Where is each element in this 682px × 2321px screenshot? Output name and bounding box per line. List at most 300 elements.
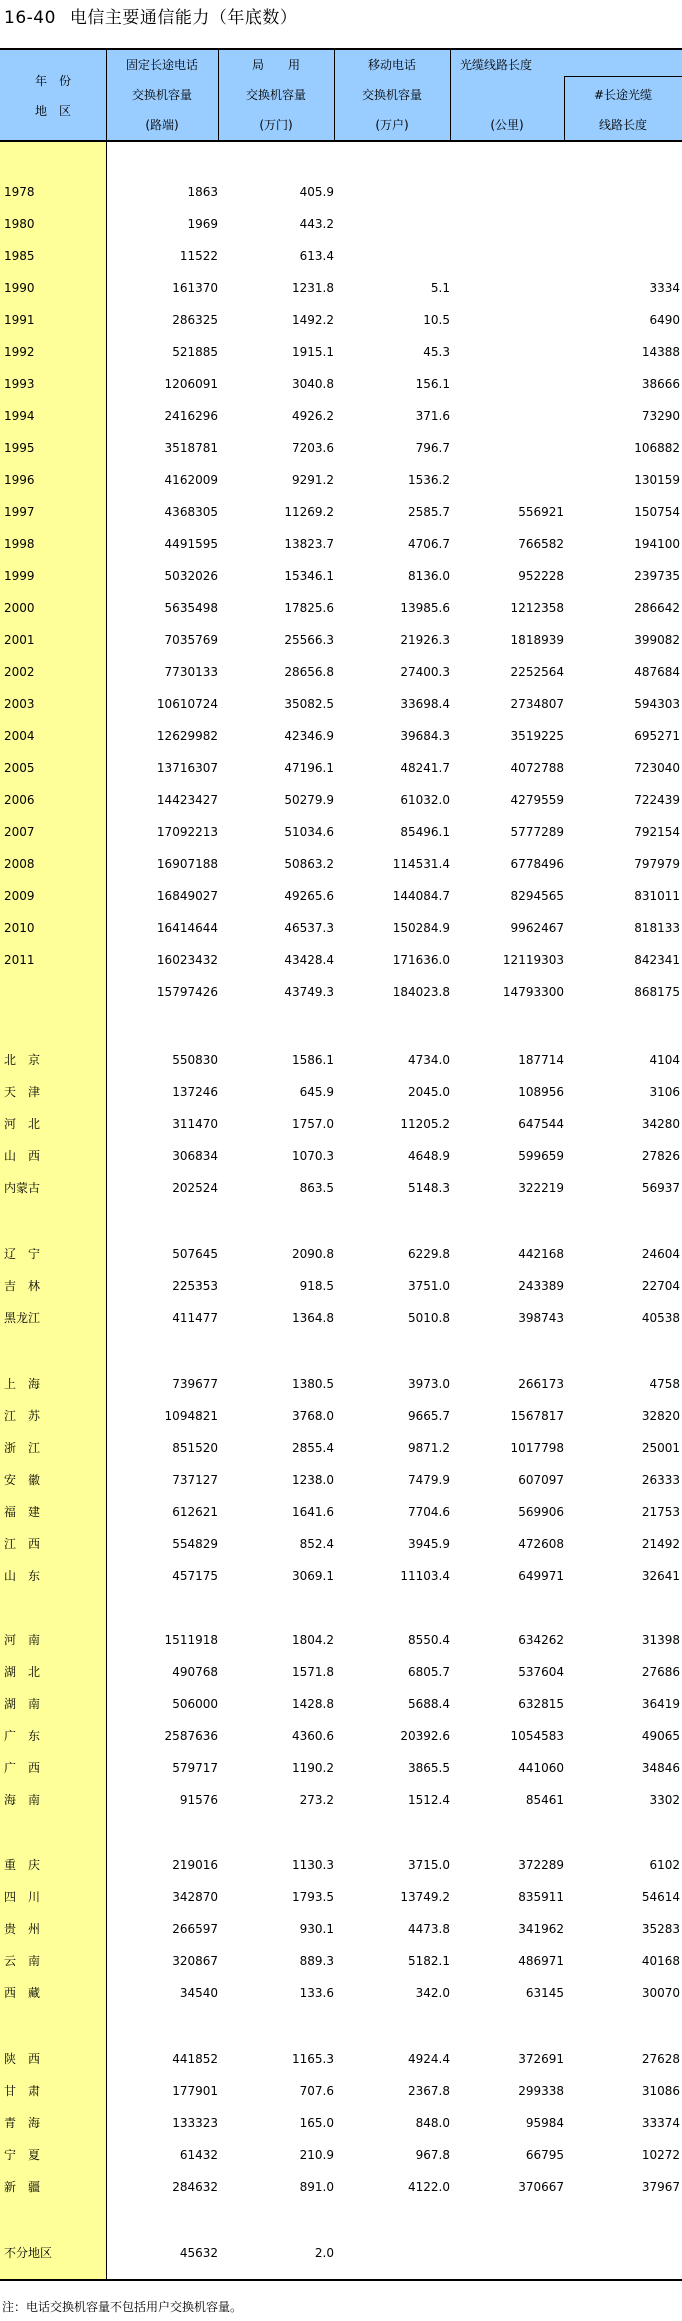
cell-fiber-length: 398743 <box>518 1311 564 1325</box>
table-row <box>0 1082 682 1102</box>
cell-mobile-capacity: 1512.4 <box>408 1793 450 1807</box>
cell-long-fiber-length: 21492 <box>641 1537 680 1551</box>
cell-long-distance-capacity: 61432 <box>179 2148 218 2162</box>
cell-mobile-capacity: 8550.4 <box>408 1633 450 1647</box>
cell-local-capacity: 1428.8 <box>292 1697 334 1711</box>
cell-local-capacity: 707.6 <box>299 2084 334 2098</box>
table-row <box>0 246 682 266</box>
row-label: 上 海 <box>4 1377 41 1391</box>
cell-long-fiber-length: 40538 <box>641 1311 680 1325</box>
cell-long-fiber-length: 868175 <box>634 985 680 999</box>
cell-long-distance-capacity: 4162009 <box>164 473 218 487</box>
cell-local-capacity: 613.4 <box>299 249 334 263</box>
table-row <box>0 502 682 522</box>
row-label: 2005 <box>4 761 35 775</box>
cell-long-distance-capacity: 1969 <box>187 217 218 231</box>
cell-local-capacity: 17825.6 <box>284 601 334 615</box>
table-row <box>0 1470 682 1490</box>
cell-local-capacity: 133.6 <box>299 1986 334 2000</box>
table-row <box>0 2177 682 2197</box>
cell-mobile-capacity: 33698.4 <box>400 697 450 711</box>
cell-mobile-capacity: 5148.3 <box>408 1181 450 1195</box>
cell-long-fiber-length: 4104 <box>649 1053 680 1067</box>
cell-fiber-length: 299338 <box>518 2084 564 2098</box>
cell-long-distance-capacity: 1511918 <box>164 1633 218 1647</box>
table-header <box>0 48 682 142</box>
row-label: 1998 <box>4 537 35 551</box>
cell-fiber-length: 1054583 <box>510 1729 564 1743</box>
table-row <box>0 438 682 458</box>
table-row <box>0 1438 682 1458</box>
cell-mobile-capacity: 5.1 <box>430 281 450 295</box>
cell-local-capacity: 2855.4 <box>292 1441 334 1455</box>
row-label: 新 疆 <box>4 2180 41 2194</box>
cell-mobile-capacity: 3865.5 <box>408 1761 450 1775</box>
header-col3-unit: (万户) <box>375 118 409 132</box>
cell-mobile-capacity: 13985.6 <box>400 601 450 615</box>
cell-long-distance-capacity: 91576 <box>179 1793 218 1807</box>
cell-fiber-length: 649971 <box>518 1569 564 1583</box>
cell-long-fiber-length: 594303 <box>634 697 680 711</box>
row-label: 海 南 <box>4 1793 41 1807</box>
table-title: 电信主要通信能力（年底数） <box>69 8 298 28</box>
header-divider <box>564 76 682 77</box>
cell-long-fiber-length: 10272 <box>641 2148 680 2162</box>
table-row <box>0 1662 682 1682</box>
cell-fiber-length: 372289 <box>518 1858 564 1872</box>
cell-local-capacity: 273.2 <box>299 1793 334 1807</box>
cell-long-distance-capacity: 12629982 <box>156 729 218 743</box>
cell-long-distance-capacity: 225353 <box>172 1279 218 1293</box>
header-col3-line1: 移动电话 <box>367 58 416 72</box>
cell-fiber-length: 556921 <box>518 505 564 519</box>
cell-local-capacity: 1070.3 <box>292 1149 334 1163</box>
cell-local-capacity: 1641.6 <box>292 1505 334 1519</box>
cell-local-capacity: 1492.2 <box>292 313 334 327</box>
cell-local-capacity: 7203.6 <box>292 441 334 455</box>
cell-fiber-length: 322219 <box>518 1181 564 1195</box>
row-label: 广 东 <box>4 1729 41 1743</box>
cell-long-distance-capacity: 5032026 <box>164 569 218 583</box>
cell-local-capacity: 50279.9 <box>284 793 334 807</box>
cell-long-distance-capacity: 306834 <box>172 1149 218 1163</box>
cell-local-capacity: 50863.2 <box>284 857 334 871</box>
row-label: 1996 <box>4 473 35 487</box>
cell-mobile-capacity: 7479.9 <box>408 1473 450 1487</box>
cell-long-distance-capacity: 137246 <box>172 1085 218 1099</box>
table-row <box>0 406 682 426</box>
row-label: 青 海 <box>4 2116 41 2130</box>
header-col1-line1: 固定长途电话 <box>125 58 198 72</box>
cell-fiber-length: 4072788 <box>510 761 564 775</box>
header-col-local <box>218 50 334 140</box>
cell-long-fiber-length: 31086 <box>641 2084 680 2098</box>
cell-long-distance-capacity: 266597 <box>172 1922 218 1936</box>
cell-long-distance-capacity: 507645 <box>172 1247 218 1261</box>
cell-long-distance-capacity: 739677 <box>172 1377 218 1391</box>
cell-mobile-capacity: 144084.7 <box>392 889 450 903</box>
cell-mobile-capacity: 10.5 <box>423 313 450 327</box>
cell-long-fiber-length: 831011 <box>634 889 680 903</box>
cell-local-capacity: 1804.2 <box>292 1633 334 1647</box>
cell-fiber-length: 9962467 <box>510 921 564 935</box>
cell-local-capacity: 930.1 <box>299 1922 334 1936</box>
cell-mobile-capacity: 7704.6 <box>408 1505 450 1519</box>
table-row <box>0 214 682 234</box>
header-col5-line2: 线路长度 <box>598 118 647 132</box>
cell-long-distance-capacity: 490768 <box>172 1665 218 1679</box>
cell-local-capacity: 1190.2 <box>292 1761 334 1775</box>
header-stub-year: 年 份 <box>34 74 71 88</box>
cell-mobile-capacity: 184023.8 <box>392 985 450 999</box>
cell-mobile-capacity: 61032.0 <box>400 793 450 807</box>
cell-local-capacity: 918.5 <box>299 1279 334 1293</box>
cell-long-distance-capacity: 342870 <box>172 1890 218 1904</box>
table-row <box>0 918 682 938</box>
cell-long-fiber-length: 22704 <box>641 1279 680 1293</box>
cell-fiber-length: 486971 <box>518 1954 564 1968</box>
cell-long-fiber-length: 130159 <box>634 473 680 487</box>
row-label: 不分地区 <box>4 2246 53 2260</box>
cell-local-capacity: 11269.2 <box>284 505 334 519</box>
cell-long-distance-capacity: 133323 <box>172 2116 218 2130</box>
cell-mobile-capacity: 4924.4 <box>408 2052 450 2066</box>
cell-mobile-capacity: 342.0 <box>415 1986 450 2000</box>
cell-mobile-capacity: 2045.0 <box>408 1085 450 1099</box>
table-row <box>0 1244 682 1264</box>
cell-long-fiber-length: 40168 <box>641 1954 680 1968</box>
header-col-mobile <box>334 50 450 140</box>
cell-long-fiber-length: 26333 <box>641 1473 680 1487</box>
cell-long-fiber-length: 6102 <box>649 1858 680 1872</box>
cell-mobile-capacity: 9871.2 <box>408 1441 450 1455</box>
cell-mobile-capacity: 2585.7 <box>408 505 450 519</box>
table-row <box>0 2145 682 2165</box>
cell-local-capacity: 4360.6 <box>292 1729 334 1743</box>
cell-long-fiber-length: 487684 <box>634 665 680 679</box>
cell-local-capacity: 43428.4 <box>284 953 334 967</box>
row-label: 宁 夏 <box>4 2148 41 2162</box>
cell-local-capacity: 1380.5 <box>292 1377 334 1391</box>
cell-local-capacity: 1915.1 <box>292 345 334 359</box>
table-row <box>0 2049 682 2069</box>
cell-local-capacity: 35082.5 <box>284 697 334 711</box>
cell-fiber-length: 599659 <box>518 1149 564 1163</box>
cell-local-capacity: 3768.0 <box>292 1409 334 1423</box>
table-row <box>0 2113 682 2133</box>
cell-local-capacity: 4926.2 <box>292 409 334 423</box>
row-label: 2001 <box>4 633 35 647</box>
cell-mobile-capacity: 3973.0 <box>408 1377 450 1391</box>
cell-long-fiber-length: 49065 <box>641 1729 680 1743</box>
cell-fiber-length: 4279559 <box>510 793 564 807</box>
table-row <box>0 822 682 842</box>
cell-fiber-length: 85461 <box>525 1793 564 1807</box>
row-label: 2002 <box>4 665 35 679</box>
cell-long-distance-capacity: 441852 <box>172 2052 218 2066</box>
cell-long-fiber-length: 239735 <box>634 569 680 583</box>
cell-mobile-capacity: 3715.0 <box>408 1858 450 1872</box>
cell-mobile-capacity: 27400.3 <box>400 665 450 679</box>
table-row <box>0 470 682 490</box>
cell-local-capacity: 645.9 <box>299 1085 334 1099</box>
cell-local-capacity: 49265.6 <box>284 889 334 903</box>
cell-long-fiber-length: 4758 <box>649 1377 680 1391</box>
cell-long-fiber-length: 33374 <box>641 2116 680 2130</box>
cell-local-capacity: 47196.1 <box>284 761 334 775</box>
header-divider <box>218 50 219 140</box>
table-row <box>0 1630 682 1650</box>
header-col1-unit: (路端) <box>145 118 179 132</box>
cell-local-capacity: 1165.3 <box>292 2052 334 2066</box>
table-row <box>0 1790 682 1810</box>
cell-fiber-length: 372691 <box>518 2052 564 2066</box>
cell-long-distance-capacity: 16023432 <box>156 953 218 967</box>
cell-fiber-length: 569906 <box>518 1505 564 1519</box>
cell-long-fiber-length: 30070 <box>641 1986 680 2000</box>
table-row <box>0 1694 682 1714</box>
cell-local-capacity: 1793.5 <box>292 1890 334 1904</box>
header-col1-line2: 交换机容量 <box>131 88 192 102</box>
cell-local-capacity: 13823.7 <box>284 537 334 551</box>
cell-fiber-length: 647544 <box>518 1117 564 1131</box>
cell-long-distance-capacity: 3518781 <box>164 441 218 455</box>
cell-fiber-length: 441060 <box>518 1761 564 1775</box>
cell-long-fiber-length: 34846 <box>641 1761 680 1775</box>
table-row <box>0 1758 682 1778</box>
table-row <box>0 566 682 586</box>
cell-long-distance-capacity: 550830 <box>172 1053 218 1067</box>
cell-long-distance-capacity: 2416296 <box>164 409 218 423</box>
cell-local-capacity: 42346.9 <box>284 729 334 743</box>
cell-long-fiber-length: 37967 <box>641 2180 680 2194</box>
cell-local-capacity: 1364.8 <box>292 1311 334 1325</box>
row-label: 内蒙古 <box>4 1181 41 1195</box>
cell-long-fiber-length: 32641 <box>641 1569 680 1583</box>
table-row <box>0 1146 682 1166</box>
row-label: 重 庆 <box>4 1858 41 1872</box>
table-row <box>0 1855 682 1875</box>
cell-mobile-capacity: 4122.0 <box>408 2180 450 2194</box>
cell-long-distance-capacity: 5635498 <box>164 601 218 615</box>
header-stub-region: 地 区 <box>34 104 71 118</box>
table-row <box>0 182 682 202</box>
cell-long-fiber-length: 722439 <box>634 793 680 807</box>
cell-fiber-length: 537604 <box>518 1665 564 1679</box>
cell-long-distance-capacity: 14423427 <box>156 793 218 807</box>
cell-mobile-capacity: 848.0 <box>415 2116 450 2130</box>
cell-fiber-length: 952228 <box>518 569 564 583</box>
cell-long-distance-capacity: 11522 <box>179 249 218 263</box>
cell-fiber-length: 8294565 <box>510 889 564 903</box>
cell-mobile-capacity: 4734.0 <box>408 1053 450 1067</box>
header-col4-unit: (公里) <box>490 118 524 132</box>
cell-long-distance-capacity: 4368305 <box>164 505 218 519</box>
row-label: 1997 <box>4 505 35 519</box>
cell-long-fiber-length: 32820 <box>641 1409 680 1423</box>
row-label: 河 北 <box>4 1117 41 1131</box>
row-label: 1978 <box>4 185 35 199</box>
cell-long-distance-capacity: 286325 <box>172 313 218 327</box>
cell-fiber-length: 1212358 <box>510 601 564 615</box>
cell-local-capacity: 1757.0 <box>292 1117 334 1131</box>
header-col2-line2: 交换机容量 <box>245 88 306 102</box>
cell-local-capacity: 15346.1 <box>284 569 334 583</box>
table-row <box>0 1374 682 1394</box>
cell-local-capacity: 28656.8 <box>284 665 334 679</box>
cell-mobile-capacity: 4706.7 <box>408 537 450 551</box>
cell-fiber-length: 766582 <box>518 537 564 551</box>
cell-long-distance-capacity: 521885 <box>172 345 218 359</box>
table-bottom-rule <box>0 2279 682 2281</box>
cell-local-capacity: 3069.1 <box>292 1569 334 1583</box>
cell-local-capacity: 1231.8 <box>292 281 334 295</box>
cell-long-distance-capacity: 737127 <box>172 1473 218 1487</box>
cell-mobile-capacity: 20392.6 <box>400 1729 450 1743</box>
cell-local-capacity: 443.2 <box>299 217 334 231</box>
cell-long-fiber-length: 73290 <box>641 409 680 423</box>
cell-long-distance-capacity: 219016 <box>172 1858 218 1872</box>
cell-long-fiber-length: 36419 <box>641 1697 680 1711</box>
row-label: 江 西 <box>4 1537 41 1551</box>
cell-long-fiber-length: 35283 <box>641 1922 680 1936</box>
row-label: 2007 <box>4 825 35 839</box>
cell-fiber-length: 243389 <box>518 1279 564 1293</box>
cell-long-distance-capacity: 161370 <box>172 281 218 295</box>
cell-long-fiber-length: 27826 <box>641 1149 680 1163</box>
cell-long-fiber-length: 695271 <box>634 729 680 743</box>
cell-local-capacity: 165.0 <box>299 2116 334 2130</box>
cell-mobile-capacity: 796.7 <box>415 441 450 455</box>
cell-local-capacity: 1130.3 <box>292 1858 334 1872</box>
cell-long-distance-capacity: 1206091 <box>164 377 218 391</box>
cell-mobile-capacity: 21926.3 <box>400 633 450 647</box>
row-label: 山 西 <box>4 1149 41 1163</box>
cell-long-distance-capacity: 506000 <box>172 1697 218 1711</box>
cell-fiber-length: 607097 <box>518 1473 564 1487</box>
row-label: 黑龙江 <box>4 1311 41 1325</box>
cell-mobile-capacity: 39684.3 <box>400 729 450 743</box>
row-label: 湖 南 <box>4 1697 41 1711</box>
header-col-long-distance <box>106 50 218 140</box>
cell-long-fiber-length: 286642 <box>634 601 680 615</box>
table-row <box>0 950 682 970</box>
cell-long-distance-capacity: 457175 <box>172 1569 218 1583</box>
cell-long-distance-capacity: 1863 <box>187 185 218 199</box>
cell-long-distance-capacity: 16907188 <box>156 857 218 871</box>
cell-fiber-length: 66795 <box>525 2148 564 2162</box>
cell-fiber-length: 2252564 <box>510 665 564 679</box>
row-label: 河 南 <box>4 1633 41 1647</box>
cell-long-fiber-length: 399082 <box>634 633 680 647</box>
table-row <box>0 1887 682 1907</box>
cell-fiber-length: 1567817 <box>510 1409 564 1423</box>
cell-mobile-capacity: 1536.2 <box>408 473 450 487</box>
cell-mobile-capacity: 156.1 <box>415 377 450 391</box>
cell-mobile-capacity: 11103.4 <box>400 1569 450 1583</box>
table-row <box>0 310 682 330</box>
header-divider <box>564 76 565 140</box>
cell-fiber-length: 1017798 <box>510 1441 564 1455</box>
row-label: 1993 <box>4 377 35 391</box>
cell-long-fiber-length: 31398 <box>641 1633 680 1647</box>
cell-fiber-length: 266173 <box>518 1377 564 1391</box>
cell-local-capacity: 51034.6 <box>284 825 334 839</box>
cell-local-capacity: 405.9 <box>299 185 334 199</box>
cell-long-distance-capacity: 202524 <box>172 1181 218 1195</box>
cell-local-capacity: 9291.2 <box>292 473 334 487</box>
header-divider <box>106 50 107 140</box>
row-label: 云 南 <box>4 1954 41 1968</box>
header-col4-line1: 光缆线路长度 <box>460 58 533 72</box>
cell-long-fiber-length: 25001 <box>641 1441 680 1455</box>
cell-fiber-length: 634262 <box>518 1633 564 1647</box>
cell-local-capacity: 43749.3 <box>284 985 334 999</box>
row-label: 1992 <box>4 345 35 359</box>
row-label: 北 京 <box>4 1053 41 1067</box>
row-label: 四 川 <box>4 1890 41 1904</box>
cell-mobile-capacity: 8136.0 <box>408 569 450 583</box>
table-row <box>0 1308 682 1328</box>
footnote: 注：电话交换机容量不包括用户交换机容量。 <box>2 2300 243 2314</box>
cell-long-fiber-length: 3106 <box>649 1085 680 1099</box>
cell-long-fiber-length: 194100 <box>634 537 680 551</box>
row-label: 陕 西 <box>4 2052 41 2066</box>
table-row <box>0 1951 682 1971</box>
cell-mobile-capacity: 13749.2 <box>400 1890 450 1904</box>
table-row <box>0 758 682 778</box>
cell-long-fiber-length: 792154 <box>634 825 680 839</box>
cell-local-capacity: 2090.8 <box>292 1247 334 1261</box>
row-label: 1980 <box>4 217 35 231</box>
header-col2-line1: 局 用 <box>251 58 300 72</box>
cell-local-capacity: 1571.8 <box>292 1665 334 1679</box>
cell-long-distance-capacity: 177901 <box>172 2084 218 2098</box>
cell-long-fiber-length: 24604 <box>641 1247 680 1261</box>
row-label: 山 东 <box>4 1569 41 1583</box>
cell-long-fiber-length: 6490 <box>649 313 680 327</box>
row-label: 1994 <box>4 409 35 423</box>
cell-mobile-capacity: 9665.7 <box>408 1409 450 1423</box>
table-row <box>0 1534 682 1554</box>
cell-fiber-length: 472608 <box>518 1537 564 1551</box>
row-label: 福 建 <box>4 1505 41 1519</box>
row-label: 天 津 <box>4 1085 41 1099</box>
table-row <box>0 534 682 554</box>
table-row <box>0 854 682 874</box>
table-row <box>0 694 682 714</box>
cell-long-distance-capacity: 7035769 <box>164 633 218 647</box>
cell-long-distance-capacity: 579717 <box>172 1761 218 1775</box>
cell-long-distance-capacity: 851520 <box>172 1441 218 1455</box>
row-label: 1990 <box>4 281 35 295</box>
cell-long-fiber-length: 56937 <box>641 1181 680 1195</box>
cell-fiber-length: 6778496 <box>510 857 564 871</box>
row-label: 吉 林 <box>4 1279 41 1293</box>
cell-local-capacity: 1586.1 <box>292 1053 334 1067</box>
cell-long-distance-capacity: 2587636 <box>164 1729 218 1743</box>
cell-long-fiber-length: 797979 <box>634 857 680 871</box>
row-label: 2006 <box>4 793 35 807</box>
table-row <box>0 1983 682 2003</box>
cell-mobile-capacity: 371.6 <box>415 409 450 423</box>
table-row <box>0 1919 682 1939</box>
table-row <box>0 2243 682 2263</box>
cell-mobile-capacity: 4648.9 <box>408 1149 450 1163</box>
cell-long-distance-capacity: 612621 <box>172 1505 218 1519</box>
cell-long-fiber-length: 106882 <box>634 441 680 455</box>
cell-local-capacity: 3040.8 <box>292 377 334 391</box>
